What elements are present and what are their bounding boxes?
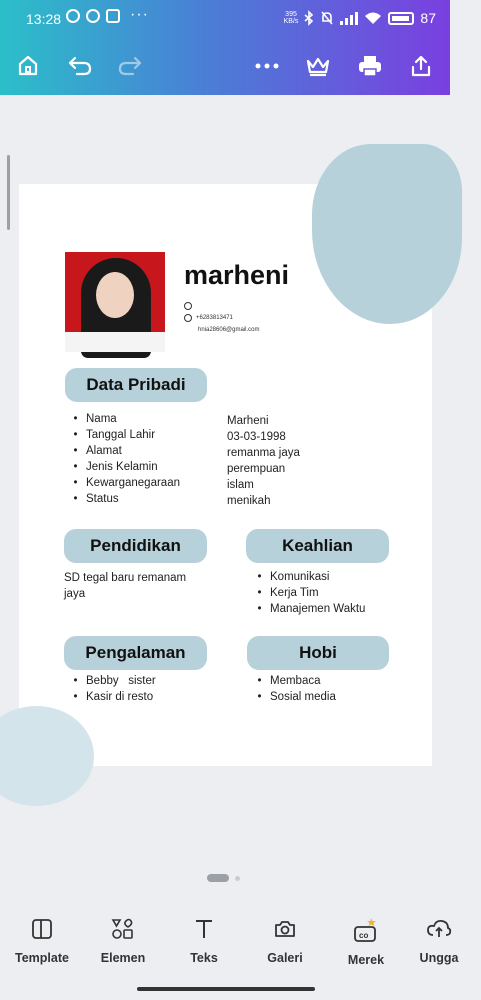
system-icons [284, 10, 436, 26]
list-item: • Manajemen Waktu [253, 601, 365, 617]
brand-icon [352, 917, 380, 943]
nav-merek[interactable]: co Merek [324, 917, 408, 967]
home-icon [16, 54, 40, 78]
education-text[interactable]: SD tegal baru remanam jaya [64, 572, 187, 600]
list-item: Marheni [227, 415, 269, 427]
decor-blob-bottom [0, 706, 94, 806]
hobby-list[interactable] [253, 673, 336, 705]
list-item: • Kasir di resto [69, 689, 156, 705]
list-item: 03-03-1998 [227, 431, 286, 443]
nav-template[interactable]: Template [0, 917, 84, 965]
section-title-pengalaman[interactable]: Pengalaman [64, 636, 207, 670]
home-indicator[interactable] [137, 987, 315, 991]
resume-page[interactable] [19, 184, 432, 766]
notification-icons [66, 9, 120, 23]
whatsapp-icon [184, 314, 192, 322]
decor-blob-top [312, 144, 462, 324]
phone-icon [184, 302, 192, 310]
skills-list[interactable] [253, 569, 365, 617]
section-title-data-pribadi[interactable]: Data Pribadi [65, 368, 207, 402]
list-item: • Tanggal Lahir [69, 427, 180, 443]
home-button[interactable] [8, 44, 48, 88]
wifi-icon [364, 11, 382, 25]
undo-icon [67, 55, 93, 77]
vertical-scrollbar[interactable] [7, 155, 10, 230]
print-icon [357, 54, 383, 78]
list-item: • Nama [69, 411, 180, 427]
share-icon [409, 54, 433, 78]
list-item: islam [227, 479, 254, 491]
list-item: • Status [69, 491, 180, 507]
section-title-keahlian[interactable]: Keahlian [246, 529, 389, 563]
list-item: • Kewarganegaraan [69, 475, 180, 491]
editor-toolbar [0, 44, 450, 90]
svg-text:co: co [359, 931, 369, 940]
list-item: • Komunikasi [253, 569, 365, 585]
list-item: • Alamat [69, 443, 180, 459]
more-notifications-icon: ··· [130, 6, 149, 23]
mute-icon [320, 11, 334, 25]
camera-icon [273, 917, 297, 941]
nav-galeri[interactable]: Galeri [243, 917, 327, 965]
list-item: • Jenis Kelamin [69, 459, 180, 475]
phone-number: +6283813471 [196, 315, 233, 321]
network-speed: 395 KB/s [283, 11, 299, 25]
nav-unggah[interactable]: Ungga [397, 917, 481, 965]
redo-button[interactable] [110, 44, 150, 88]
experience-list[interactable] [69, 673, 156, 705]
bluetooth-icon [304, 11, 314, 25]
premium-button[interactable] [298, 44, 338, 88]
list-item: • Bebby sister [69, 673, 156, 689]
gallery-icon [106, 9, 120, 23]
template-icon [30, 917, 54, 941]
whatsapp-icon [66, 9, 80, 23]
personal-values-list[interactable] [227, 413, 300, 509]
page-dot [235, 876, 240, 881]
list-item: • Membaca [253, 673, 336, 689]
page-indicator[interactable] [207, 874, 240, 882]
section-title-hobi[interactable]: Hobi [247, 636, 389, 670]
page-dot-active [207, 874, 229, 882]
nav-elemen[interactable]: Elemen [81, 917, 165, 965]
list-item: • Kerja Tim [253, 585, 365, 601]
email-address: hnia28606@gmail.com [198, 327, 260, 333]
upload-cloud-icon [426, 917, 452, 941]
signal-icon [340, 11, 358, 25]
list-item: • Sosial media [253, 689, 336, 705]
battery-icon [388, 12, 414, 25]
status-time: 13:28 [26, 11, 62, 27]
section-title-pendidikan[interactable]: Pendidikan [64, 529, 207, 563]
profile-photo[interactable] [65, 252, 165, 346]
nav-teks[interactable]: Teks [162, 917, 246, 965]
print-button[interactable] [350, 44, 390, 88]
bottom-nav [0, 905, 459, 1000]
facebook-icon [86, 9, 100, 23]
more-button[interactable] [247, 44, 287, 88]
contact-info[interactable] [184, 300, 259, 336]
resume-name[interactable]: marheni [184, 260, 290, 290]
redo-icon [117, 55, 143, 77]
list-item: menikah [227, 495, 271, 507]
more-icon [255, 63, 279, 69]
status-bar [0, 0, 450, 38]
battery-level: 87 [420, 10, 436, 26]
crown-icon [305, 55, 331, 77]
share-button[interactable] [401, 44, 441, 88]
app-header [0, 0, 450, 95]
undo-button[interactable] [60, 44, 100, 88]
elements-icon [110, 917, 136, 941]
list-item: remanma jaya [227, 447, 300, 459]
personal-labels-list[interactable] [69, 411, 180, 507]
text-icon [192, 917, 216, 941]
list-item: perempuan [227, 463, 286, 475]
